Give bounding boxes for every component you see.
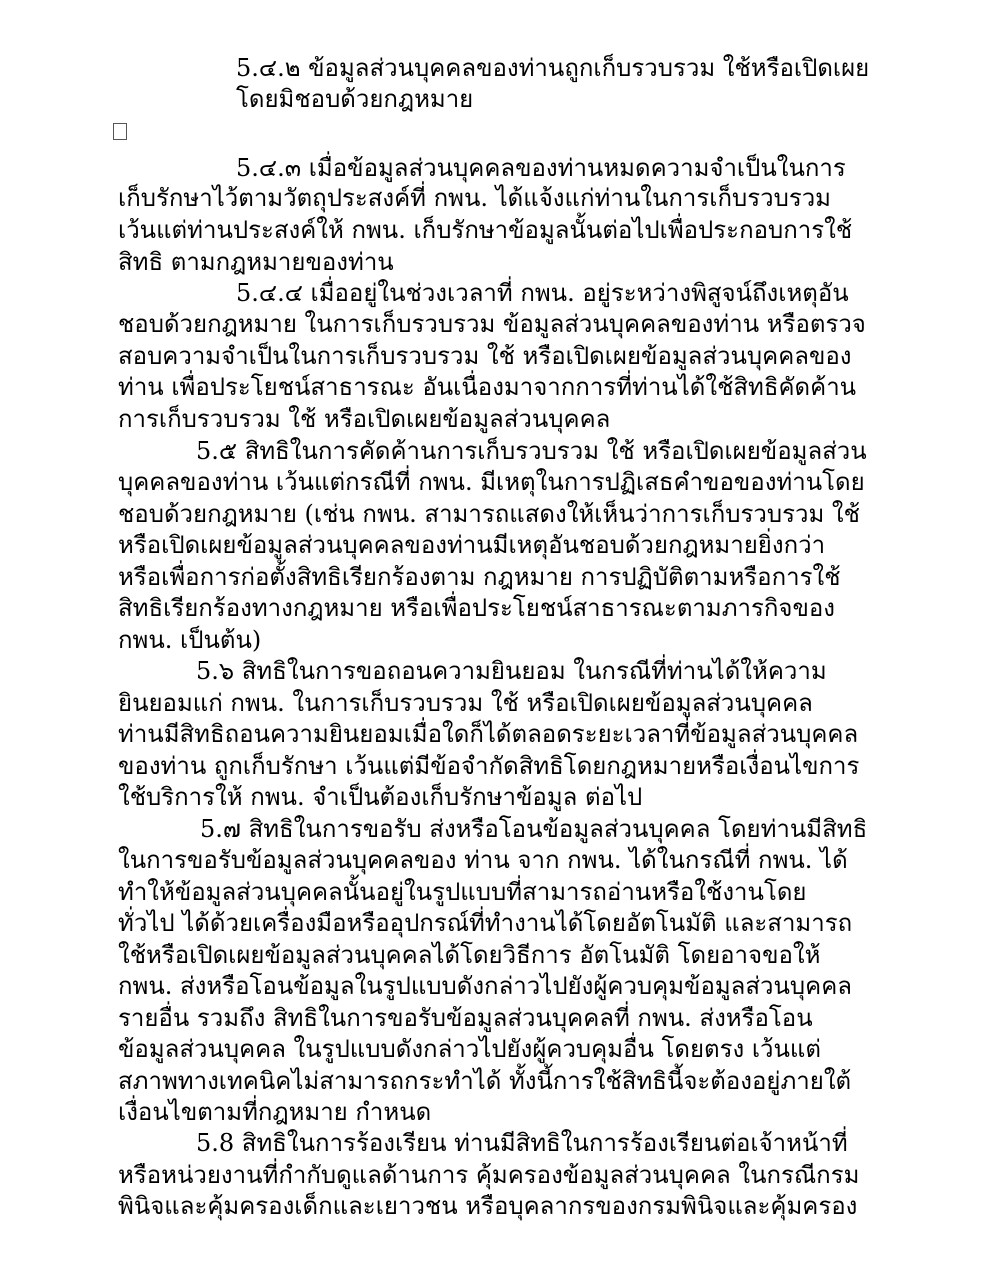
para-5-4-3-line-4: สิทธิ ตามกฎหมายของท่าน — [118, 248, 394, 276]
para-5-6-line-5: ใช้บริการให้ กพน. จำเป็นต้องเก็บรักษาข้อมูล ต่อไป — [118, 783, 643, 811]
para-5-5-line-1: 5.๕ สิทธิในการคัดค้านการเก็บรวบรวม ใช้ หรือเปิดเผยข้อมูลส่วน — [196, 437, 867, 465]
para-5-6-line-1: 5.๖ สิทธิในการขอถอนความยินยอม ในกรณีที่ท่านได้ให้ความ — [196, 657, 827, 685]
para-5-8-line-2: หรือหน่วยงานที่กำกับดูแลด้านการ คุ้มครองข้อมูลส่วนบุคคล ในกรณีกรม — [118, 1161, 860, 1189]
para-5-7-line-3: ทำให้ข้อมูลส่วนบุคคลนั้นอยู่ในรูปแบบที่สามารถอ่านหรือใช้งานโดย — [118, 878, 807, 906]
para-5-5-line-7: กพน. เป็นต้น) — [118, 626, 262, 654]
para-5-4-4-line-5: การเก็บรวบรวม ใช้ หรือเปิดเผยข้อมูลส่วนบุคคล — [118, 405, 611, 433]
para-5-7-line-6: กพน. ส่งหรือโอนข้อมูลในรูปแบบดังกล่าวไปยังผู้ควบคุมข้อมูลส่วนบุคคล — [118, 972, 852, 1000]
para-5-7-line-9: สภาพทางเทคนิคไม่สามารถกระทำได้ ทั้งนี้การใช้สิทธินี้จะต้องอยู่ภายใต้ — [118, 1067, 852, 1095]
para-5-8-line-1: 5.8 สิทธิในการร้องเรียน ท่านมีสิทธิในการร้องเรียนต่อเจ้าหน้าที่ — [196, 1129, 848, 1157]
missing-glyph-box-icon — [113, 123, 127, 140]
para-5-4-2-line-2: โดยมิชอบด้วยกฎหมาย — [236, 85, 474, 113]
para-5-6-line-3: ท่านมีสิทธิถอนความยินยอมเมื่อใดก็ได้ตลอดระยะเวลาที่ข้อมูลส่วนบุคคล — [118, 720, 859, 748]
para-5-5-line-2: บุคคลของท่าน เว้นแต่กรณีที่ กพน. มีเหตุในการปฏิเสธคำขอของท่านโดย — [118, 468, 865, 496]
para-5-7-line-4: ทั่วไป ได้ด้วยเครื่องมือหรืออุปกรณ์ที่ทำงานได้โดยอัตโนมัติ และสามารถ — [118, 909, 853, 937]
para-5-4-4-line-3: สอบความจำเป็นในการเก็บรวบรวม ใช้ หรือเปิดเผยข้อมูลส่วนบุคคลของ — [118, 342, 852, 370]
para-5-4-4-line-2: ชอบด้วยกฎหมาย ในการเก็บรวบรวม ข้อมูลส่วนบุคคลของท่าน หรือตรวจ — [118, 310, 866, 338]
para-5-4-3-line-2: เก็บรักษาไว้ตามวัตถุประสงค์ที่ กพน. ได้แจ้งแก่ท่านในการเก็บรวบรวม — [118, 184, 832, 212]
para-5-4-3-line-1: 5.๔.๓ เมื่อข้อมูลส่วนบุคคลของท่านหมดความจำเป็นในการ — [236, 154, 846, 182]
para-5-7-line-8: ข้อมูลส่วนบุคคล ในรูปแบบดังกล่าวไปยังผู้ควบคุมอื่น โดยตรง เว้นแต่ — [118, 1035, 821, 1063]
para-5-4-3-line-3: เว้นแต่ท่านประสงค์ให้ กพน. เก็บรักษาข้อมูลนั้นต่อไปเพื่อประกอบการใช้ — [118, 216, 853, 244]
para-5-4-2-line-1: 5.๔.๒ ข้อมูลส่วนบุคคลของท่านถูกเก็บรวบรวม ใช้หรือเปิดเผย — [236, 54, 870, 82]
para-5-7-line-7: รายอื่น รวมถึง สิทธิในการขอรับข้อมูลส่วนบุคคลที่ กพน. ส่งหรือโอน — [118, 1004, 813, 1032]
para-5-6-line-4: ของท่าน ถูกเก็บรักษา เว้นแต่มีข้อจำกัดสิทธิโดยกฎหมายหรือเงื่อนไขการ — [118, 752, 860, 780]
para-5-7-line-10: เงื่อนไขตามที่กฎหมาย กำหนด — [118, 1098, 432, 1126]
para-5-5-line-3: ชอบด้วยกฎหมาย (เช่น กพน. สามารถแสดงให้เห็นว่าการเก็บรวบรวม ใช้ — [118, 500, 860, 528]
para-5-5-line-5: หรือเพื่อการก่อตั้งสิทธิเรียกร้องตาม กฎหมาย การปฏิบัติตามหรือการใช้ — [118, 563, 841, 591]
para-5-7-line-2: ในการขอรับข้อมูลส่วนบุคคลของ ท่าน จาก กพน. ได้ในกรณีที่ กพน. ได้ — [118, 846, 848, 874]
para-5-4-4-line-4: ท่าน เพื่อประโยชน์สาธารณะ อันเนื่องมาจากการที่ท่านได้ใช้สิทธิคัดค้าน — [118, 373, 857, 401]
para-5-5-line-6: สิทธิเรียกร้องทางกฎหมาย หรือเพื่อประโยชน์สาธารณะตามภารกิจของ — [118, 594, 836, 622]
para-5-5-line-4: หรือเปิดเผยข้อมูลส่วนบุคคลของท่านมีเหตุอันชอบด้วยกฎหมายยิ่งกว่า — [118, 531, 826, 559]
para-5-6-line-2: ยินยอมแก่ กพน. ในการเก็บรวบรวม ใช้ หรือเปิดเผยข้อมูลส่วนบุคคล — [118, 689, 813, 717]
para-5-8-line-3: พินิจและคุ้มครองเด็กและเยาวชน หรือบุคลากรของกรมพินิจและคุ้มครอง — [118, 1192, 858, 1220]
para-5-7-line-5: ใช้หรือเปิดเผยข้อมูลส่วนบุคคลได้โดยวิธีการ อัตโนมัติ โดยอาจขอให้ — [118, 941, 821, 969]
para-5-7-line-1: 5.๗ สิทธิในการขอรับ ส่งหรือโอนข้อมูลส่วนบุคคล โดยท่านมีสิทธิ — [200, 815, 868, 843]
para-5-4-4-line-1: 5.๔.๔ เมื่ออยู่ในช่วงเวลาที่ กพน. อยู่ระหว่างพิสูจน์ถึงเหตุอัน — [236, 279, 849, 307]
